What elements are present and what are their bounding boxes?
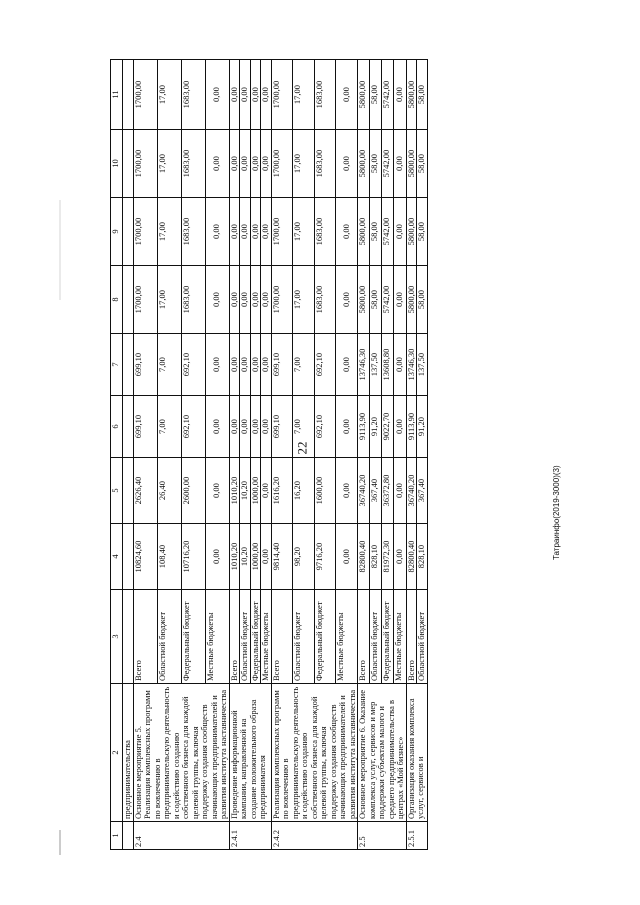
amount-cell: 0,00 <box>336 524 358 590</box>
amount-cell: 828,10 <box>370 524 382 590</box>
amount-cell: 0,00 <box>205 334 229 396</box>
amount-cell: 0,00 <box>394 334 406 396</box>
amount-cell: 9022,70 <box>382 396 394 458</box>
measure-name: Реализация комплексных программ по вовлечению в предпринимательскую деятельность и содействию созданию собственного бизнеса для каждой целевой группы, включая поддержку создания сообществ начинающих предпринимателей и развития института наставничества <box>271 684 358 822</box>
amount-cell: 5742,00 <box>382 266 394 334</box>
amount-cell: 82800,40 <box>406 524 417 590</box>
column-number-row <box>111 60 123 850</box>
amount-cell: 10,20 <box>240 524 251 590</box>
continuation-text: предпринимательства <box>123 684 134 822</box>
amount-cell: 0,00 <box>336 396 358 458</box>
empty-cell <box>123 60 134 130</box>
funding-source: Областной бюджет <box>417 590 428 684</box>
amount-cell: 9113,90 <box>358 396 370 458</box>
amount-cell: 17,00 <box>293 266 315 334</box>
amount-cell: 692,10 <box>314 396 336 458</box>
amount-cell: 17,00 <box>293 60 315 130</box>
column-number-header: 5 <box>111 458 123 524</box>
amount-cell: 0,00 <box>336 60 358 130</box>
amount-cell: 5800,00 <box>358 198 370 266</box>
amount-cell: 0,00 <box>240 130 251 198</box>
amount-cell: 36372,80 <box>382 458 394 524</box>
amount-cell: 0,00 <box>394 198 406 266</box>
amount-cell: 5800,00 <box>358 60 370 130</box>
amount-cell: 1683,00 <box>181 60 205 130</box>
amount-cell: 0,00 <box>336 334 358 396</box>
amount-cell: 692,10 <box>181 334 205 396</box>
amount-cell: 5800,00 <box>358 266 370 334</box>
amount-cell: 0,00 <box>336 198 358 266</box>
empty-cell <box>123 822 134 850</box>
amount-cell: 0,00 <box>261 130 272 198</box>
funding-source: Областной бюджет <box>240 590 251 684</box>
amount-cell: 13746,30 <box>358 334 370 396</box>
funding-source: Местные бюджеты <box>205 590 229 684</box>
amount-cell: 26,40 <box>157 458 181 524</box>
amount-cell: 0,00 <box>229 60 240 130</box>
measure-code: 2.5 <box>358 822 407 850</box>
amount-cell: 1683,00 <box>314 60 336 130</box>
measure-name: Основное мероприятие 5. Реализация комплексных программ по вовлечению в предпринимательскую деятельность и содействию созданию собственного бизнеса для каждой целевой группы, включая поддержку создания сообществ начинающих предпринимателей и развития института наставничества <box>133 684 229 822</box>
amount-cell: 137,50 <box>417 334 428 396</box>
amount-cell: 0,00 <box>240 266 251 334</box>
amount-cell: 0,00 <box>205 198 229 266</box>
amount-cell: 9716,20 <box>314 524 336 590</box>
amount-cell: 0,00 <box>240 198 251 266</box>
amount-cell: 0,00 <box>261 198 272 266</box>
amount-cell: 0,00 <box>229 396 240 458</box>
amount-cell: 0,00 <box>394 396 406 458</box>
amount-cell: 692,10 <box>314 334 336 396</box>
landscape-table-sheet <box>110 60 585 850</box>
measure-code: 2.5.1 <box>406 822 427 850</box>
registration-stamp: Татраинфо(2019-3000)(3) <box>552 465 561 560</box>
empty-cell <box>123 524 134 590</box>
amount-cell: 0,00 <box>240 334 251 396</box>
amount-cell: 17,00 <box>157 266 181 334</box>
amount-cell: 58,00 <box>417 60 428 130</box>
amount-cell: 10716,20 <box>181 524 205 590</box>
amount-cell: 81972,30 <box>382 524 394 590</box>
amount-cell: 0,00 <box>261 334 272 396</box>
amount-cell: 17,00 <box>293 198 315 266</box>
funding-source: Местные бюджеты <box>394 590 406 684</box>
amount-cell: 1683,00 <box>181 130 205 198</box>
table-row <box>133 60 157 850</box>
amount-cell: 1700,00 <box>271 130 293 198</box>
amount-cell: 7,00 <box>157 396 181 458</box>
amount-cell: 367,40 <box>370 458 382 524</box>
amount-cell: 2600,00 <box>181 458 205 524</box>
amount-cell: 0,00 <box>250 334 261 396</box>
column-number-header: 9 <box>111 198 123 266</box>
amount-cell: 36740,20 <box>406 458 417 524</box>
funding-source: Федеральный бюджет <box>382 590 394 684</box>
amount-cell: 10824,60 <box>133 524 157 590</box>
amount-cell: 108,40 <box>157 524 181 590</box>
amount-cell: 1600,00 <box>314 458 336 524</box>
column-number-header: 8 <box>111 266 123 334</box>
column-number-header: 3 <box>111 590 123 684</box>
amount-cell: 137,50 <box>370 334 382 396</box>
amount-cell: 1700,00 <box>271 60 293 130</box>
amount-cell: 1700,00 <box>133 198 157 266</box>
table-row <box>229 60 240 850</box>
column-number-header: 6 <box>111 396 123 458</box>
page-number: 22 <box>294 441 310 455</box>
column-number-header: 11 <box>111 60 123 130</box>
column-number-header: 2 <box>111 684 123 822</box>
amount-cell: 0,00 <box>394 60 406 130</box>
amount-cell: 0,00 <box>261 60 272 130</box>
amount-cell: 58,00 <box>370 130 382 198</box>
column-number-header: 1 <box>111 822 123 850</box>
amount-cell: 13746,30 <box>406 334 417 396</box>
amount-cell: 1700,00 <box>271 266 293 334</box>
amount-cell: 0,00 <box>229 266 240 334</box>
measure-name: Проведение информационной кампании, направленной на создание положительного образа предпринимателя <box>229 684 271 822</box>
amount-cell: 58,00 <box>370 198 382 266</box>
amount-cell: 1010,20 <box>229 458 240 524</box>
funding-source: Областной бюджет <box>293 590 315 684</box>
amount-cell: 1700,00 <box>271 198 293 266</box>
measure-code: 2.4.2 <box>271 822 358 850</box>
amount-cell: 9814,40 <box>271 524 293 590</box>
amount-cell: 91,20 <box>370 396 382 458</box>
amount-cell: 0,00 <box>229 130 240 198</box>
amount-cell: 1683,00 <box>314 130 336 198</box>
amount-cell: 10,20 <box>240 458 251 524</box>
amount-cell: 13608,80 <box>382 334 394 396</box>
empty-cell <box>123 334 134 396</box>
amount-cell: 0,00 <box>394 524 406 590</box>
measure-name: Организация оказания комплекса услуг, сервисов и <box>406 684 427 822</box>
amount-cell: 5800,00 <box>406 130 417 198</box>
measure-code: 2.4 <box>133 822 229 850</box>
continuation-row <box>123 60 134 850</box>
amount-cell: 1000,00 <box>250 524 261 590</box>
amount-cell: 5800,00 <box>406 266 417 334</box>
amount-cell: 1683,00 <box>314 198 336 266</box>
funding-source: Всего <box>406 590 417 684</box>
amount-cell: 1700,00 <box>133 266 157 334</box>
amount-cell: 82800,40 <box>358 524 370 590</box>
amount-cell: 0,00 <box>250 60 261 130</box>
amount-cell: 9113,90 <box>406 396 417 458</box>
amount-cell: 91,20 <box>417 396 428 458</box>
funding-source: Федеральный бюджет <box>181 590 205 684</box>
amount-cell: 699,10 <box>271 334 293 396</box>
amount-cell: 7,00 <box>293 334 315 396</box>
amount-cell: 0,00 <box>261 396 272 458</box>
table-body <box>123 60 428 850</box>
amount-cell: 0,00 <box>394 266 406 334</box>
amount-cell: 5800,00 <box>406 198 417 266</box>
amount-cell: 58,00 <box>370 60 382 130</box>
funding-source: Всего <box>271 590 293 684</box>
amount-cell: 0,00 <box>336 130 358 198</box>
amount-cell: 0,00 <box>336 458 358 524</box>
amount-cell: 0,00 <box>205 266 229 334</box>
amount-cell: 7,00 <box>157 334 181 396</box>
empty-cell <box>123 458 134 524</box>
amount-cell: 1683,00 <box>314 266 336 334</box>
empty-cell <box>123 396 134 458</box>
amount-cell: 0,00 <box>205 458 229 524</box>
amount-cell: 0,00 <box>250 396 261 458</box>
funding-source: Областной бюджет <box>157 590 181 684</box>
amount-cell: 0,00 <box>229 198 240 266</box>
table-row <box>271 60 293 850</box>
amount-cell: 0,00 <box>250 198 261 266</box>
amount-cell: 1700,00 <box>133 130 157 198</box>
amount-cell: 0,00 <box>336 266 358 334</box>
column-number-header: 7 <box>111 334 123 396</box>
amount-cell: 0,00 <box>240 60 251 130</box>
amount-cell: 58,00 <box>417 198 428 266</box>
amount-cell: 5800,00 <box>406 60 417 130</box>
empty-cell <box>123 266 134 334</box>
amount-cell: 17,00 <box>157 130 181 198</box>
amount-cell: 692,10 <box>181 396 205 458</box>
amount-cell: 1000,00 <box>250 458 261 524</box>
amount-cell: 5800,00 <box>358 130 370 198</box>
amount-cell: 0,00 <box>250 130 261 198</box>
amount-cell: 699,10 <box>133 396 157 458</box>
amount-cell: 1683,00 <box>181 198 205 266</box>
amount-cell: 17,00 <box>157 198 181 266</box>
amount-cell: 16,20 <box>293 458 315 524</box>
amount-cell: 1683,00 <box>181 266 205 334</box>
column-number-header: 4 <box>111 524 123 590</box>
funding-source: Всего <box>133 590 157 684</box>
amount-cell: 0,00 <box>250 266 261 334</box>
amount-cell: 0,00 <box>240 396 251 458</box>
amount-cell: 0,00 <box>261 458 272 524</box>
amount-cell: 0,00 <box>205 60 229 130</box>
table-row <box>406 60 417 850</box>
amount-cell: 699,10 <box>133 334 157 396</box>
amount-cell: 5742,00 <box>382 130 394 198</box>
amount-cell: 0,00 <box>394 130 406 198</box>
amount-cell: 2626,40 <box>133 458 157 524</box>
empty-cell <box>123 198 134 266</box>
amount-cell: 36740,20 <box>358 458 370 524</box>
amount-cell: 17,00 <box>293 130 315 198</box>
amount-cell: 5742,00 <box>382 198 394 266</box>
funding-source: Областной бюджет <box>370 590 382 684</box>
amount-cell: 699,10 <box>271 396 293 458</box>
amount-cell: 58,00 <box>370 266 382 334</box>
column-number-header: 10 <box>111 130 123 198</box>
budget-table <box>110 59 428 850</box>
amount-cell: 1616,20 <box>271 458 293 524</box>
amount-cell: 5742,00 <box>382 60 394 130</box>
amount-cell: 1010,20 <box>229 524 240 590</box>
amount-cell: 828,10 <box>417 524 428 590</box>
amount-cell: 0,00 <box>205 130 229 198</box>
amount-cell: 0,00 <box>229 334 240 396</box>
amount-cell: 0,00 <box>205 524 229 590</box>
empty-cell <box>123 590 134 684</box>
measure-code: 2.4.1 <box>229 822 271 850</box>
amount-cell: 17,00 <box>157 60 181 130</box>
amount-cell: 58,00 <box>417 266 428 334</box>
funding-source: Всего <box>229 590 240 684</box>
funding-source: Всего <box>358 590 370 684</box>
funding-source: Местные бюджеты <box>336 590 358 684</box>
measure-name: Основное мероприятие 6. Оказание комплекса услуг, сервисов и мер поддержки субъектам малого и среднего предпринимательства в центрах «Мой бизнес» <box>358 684 407 822</box>
table-row <box>358 60 370 850</box>
funding-source: Федеральный бюджет <box>314 590 336 684</box>
amount-cell: 7,00 <box>293 396 315 458</box>
amount-cell: 0,00 <box>261 524 272 590</box>
amount-cell: 0,00 <box>261 266 272 334</box>
amount-cell: 58,00 <box>417 130 428 198</box>
funding-source: Местные бюджеты <box>261 590 272 684</box>
amount-cell: 0,00 <box>394 458 406 524</box>
funding-source: Федеральный бюджет <box>250 590 261 684</box>
empty-cell <box>123 130 134 198</box>
amount-cell: 98,20 <box>293 524 315 590</box>
amount-cell: 367,40 <box>417 458 428 524</box>
amount-cell: 1700,00 <box>133 60 157 130</box>
amount-cell: 0,00 <box>205 396 229 458</box>
